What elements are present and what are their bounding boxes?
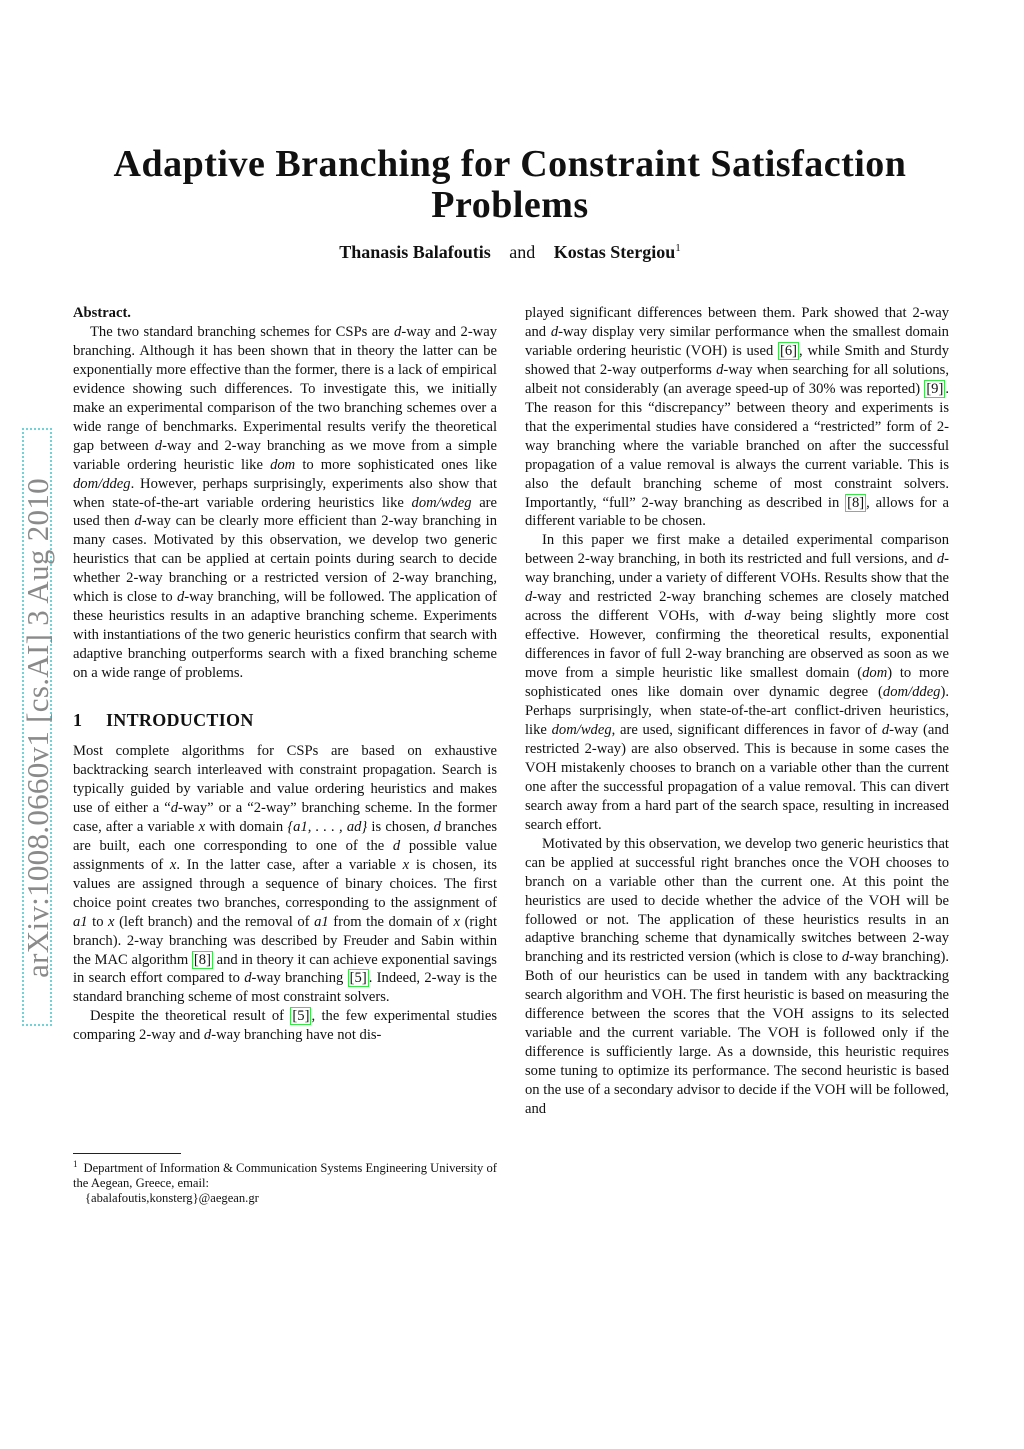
right-column xyxy=(525,304,949,1119)
citation-link[interactable]: [8] xyxy=(193,951,211,968)
author-line xyxy=(80,242,940,263)
section-number: 1 xyxy=(73,710,83,731)
abstract-body: The two standard branching schemes for CSPs are d-way and 2-way branching. Although it has been shown that in theory the latter can be exponentially more effective than the former, there is a lack of empirical evidence showing such differences. To investigate this, we initially make an experimental comparison of the two branching schemes over a wide range of benchmarks. Experimental results verify the theoretical gap between d-way and 2-way branching as we move from a simple variable ordering heuristic like dom to more sophisticated ones like dom/ddeg. However, perhaps surprisingly, experiments also show that when state-of-the-art variable ordering heuristics like dom/wdeg are used then d-way can be clearly more efficient than 2-way branching in many cases. Motivated by this observation, we develop two generic heuristics that can be applied at certain points during search to decide whether 2-way branching or a restricted version of 2-way branching, which is close to d-way branching, will be followed. The application of these heuristics results in an adaptive branching scheme. Experiments with instantiations of the two generic heuristics confirm that search with adaptive branching outperforms search with a fixed branching scheme on a wide range of problems. xyxy=(73,323,498,682)
intro-paragraph-2: Despite the theoretical result of [5] , the few experimental studies comparing 2-way and d-way branching have not dis- xyxy=(73,1008,497,1044)
right-paragraph-3: Motivated by this observation, we develop two generic heuristics that can be applied at successful right branches once the VOH chooses to branch on a variable other than the current one. At this point the heuristics are used to decide whether the advice of the VOH will be followed or not. The application of these heuristics results in an adaptive branching scheme that dynamically switches between 2-way branching and its restricted version (which is close to d-way branching). Both of our heuristics can be used in tandem with any backtracking search algorithm and VOH. The first heuristic is based on measuring the difference between the scores that the VOH assigns to its selected variable and the current variable. The VOH is followed only if the difference is sufficiently large. As a downside, this heuristic requires some tuning to optimize its performance. The second heuristic is based on the use of a secondary advisor to decide if the VOH will be followed, and xyxy=(525,835,950,1118)
author-2-footnote-mark: 1 xyxy=(675,242,681,254)
arxiv-id: arXiv:1008.0660v1 [cs.AI] 3 Aug 2010 xyxy=(20,478,55,978)
arxiv-stamp xyxy=(0,0,74,1449)
citation-link[interactable]: [5] xyxy=(292,1008,310,1025)
abstract-heading: Abstract. xyxy=(73,305,131,321)
citation-link[interactable]: [8] xyxy=(847,494,865,511)
section-title: INTRODUCTION xyxy=(106,710,254,731)
author-conjunction: and xyxy=(509,242,536,262)
intro-paragraph-1: Most complete algorithms for CSPs are based on exhaustive backtracking search interleaved with constraint propagation. Search is typically guided by variable and value ordering heuristics and makes use of either a “d-way” or a “2-way” branching scheme. In the former case, after a variable x with domain {a1, . . . , ad} is chosen, d branches are built, each one corresponding to one of the d possible value assignments of x. In the latter case, after a variable x is chosen, its values are assigned through a sequence of binary choices. The first choice point creates two branches, corresponding to the assignment of a1 to x (left branch) and the removal of a1 from the domain of x (right branch). 2-way branching was described by Freuder and Sabin within the MAC algorithm [8] and in theory it can achieve exponential savings in search effort compared to d-way branching [5] . Indeed, 2-way is the standard branching scheme of most constraint solvers. xyxy=(73,743,497,1006)
footnote-text: $^1$ Department of Information & Communication Systems Engineering University of the Aegean, Greece, email: {abalafoutis,konsterg}@aegean.gr xyxy=(73,1159,497,1206)
footnote-mark: 1 xyxy=(73,1159,78,1169)
left-column xyxy=(73,304,497,1045)
citation-link[interactable]: [6] xyxy=(780,342,798,359)
section-heading-introduction xyxy=(73,711,497,730)
right-paragraph-1: played significant differences between them. Park showed that 2-way and d-way display very similar performance when the smallest domain variable ordering heuristic (VOH) is used [6] , while Smith and Sturdy showed that 2-way outperforms d-way when searching for all solutions, albeit not considerably (an average speed-up of 30% was reported) [9] . The reason for this “discrepancy” between theory and experiments is that the experimental studies have considered a “restricted” form of 2-way branching where the variable branched on after the successful propagation of a value removal is always the current variable. This is also the default branching scheme of most constraint solvers. Importantly, “full” 2-way branching as described in [8] , allows for a different variable to be chosen. xyxy=(525,305,949,530)
footnote xyxy=(73,1153,497,1206)
right-paragraph-2: In this paper we first make a detailed experimental comparison between 2-way branching, in both its restricted and full versions, and d-way branching, under a variety of different VOHs. Results show that the d-way and restricted 2-way branching schemes are closely matched across the different VOHs, with d-way being slightly more cost effective. However, confirming the theoretical results, exponential differences in favor of full 2-way branching are observed as soon as we move from a simple heuristic like smallest domain (dom) to more sophisticated ones like domain over dynamic degree (dom/ddeg). Perhaps surprisingly, when state-of-the-art conflict-driven heuristics, like dom/wdeg, are used, significant differences in favor of d-way (and restricted 2-way) are also observed. This is because in some cases the VOH mistakenly chooses to branch on a variable other than the current one after the successful propagation of a value removal. This can divert search away from a hard part of the search space, resulting in increased search effort. xyxy=(525,532,950,833)
footnote-email: {abalafoutis,konsterg}@aegean.gr xyxy=(85,1191,259,1206)
author-1: Thanasis Balafoutis xyxy=(339,242,491,262)
footnote-rule xyxy=(73,1153,181,1154)
citation-link[interactable]: [5] xyxy=(349,970,367,987)
author-2: Kostas Stergiou xyxy=(553,242,676,262)
citation-link[interactable]: [9] xyxy=(926,380,944,397)
paper-title: Adaptive Branching for Constraint Satisfaction Problems xyxy=(113,143,907,226)
